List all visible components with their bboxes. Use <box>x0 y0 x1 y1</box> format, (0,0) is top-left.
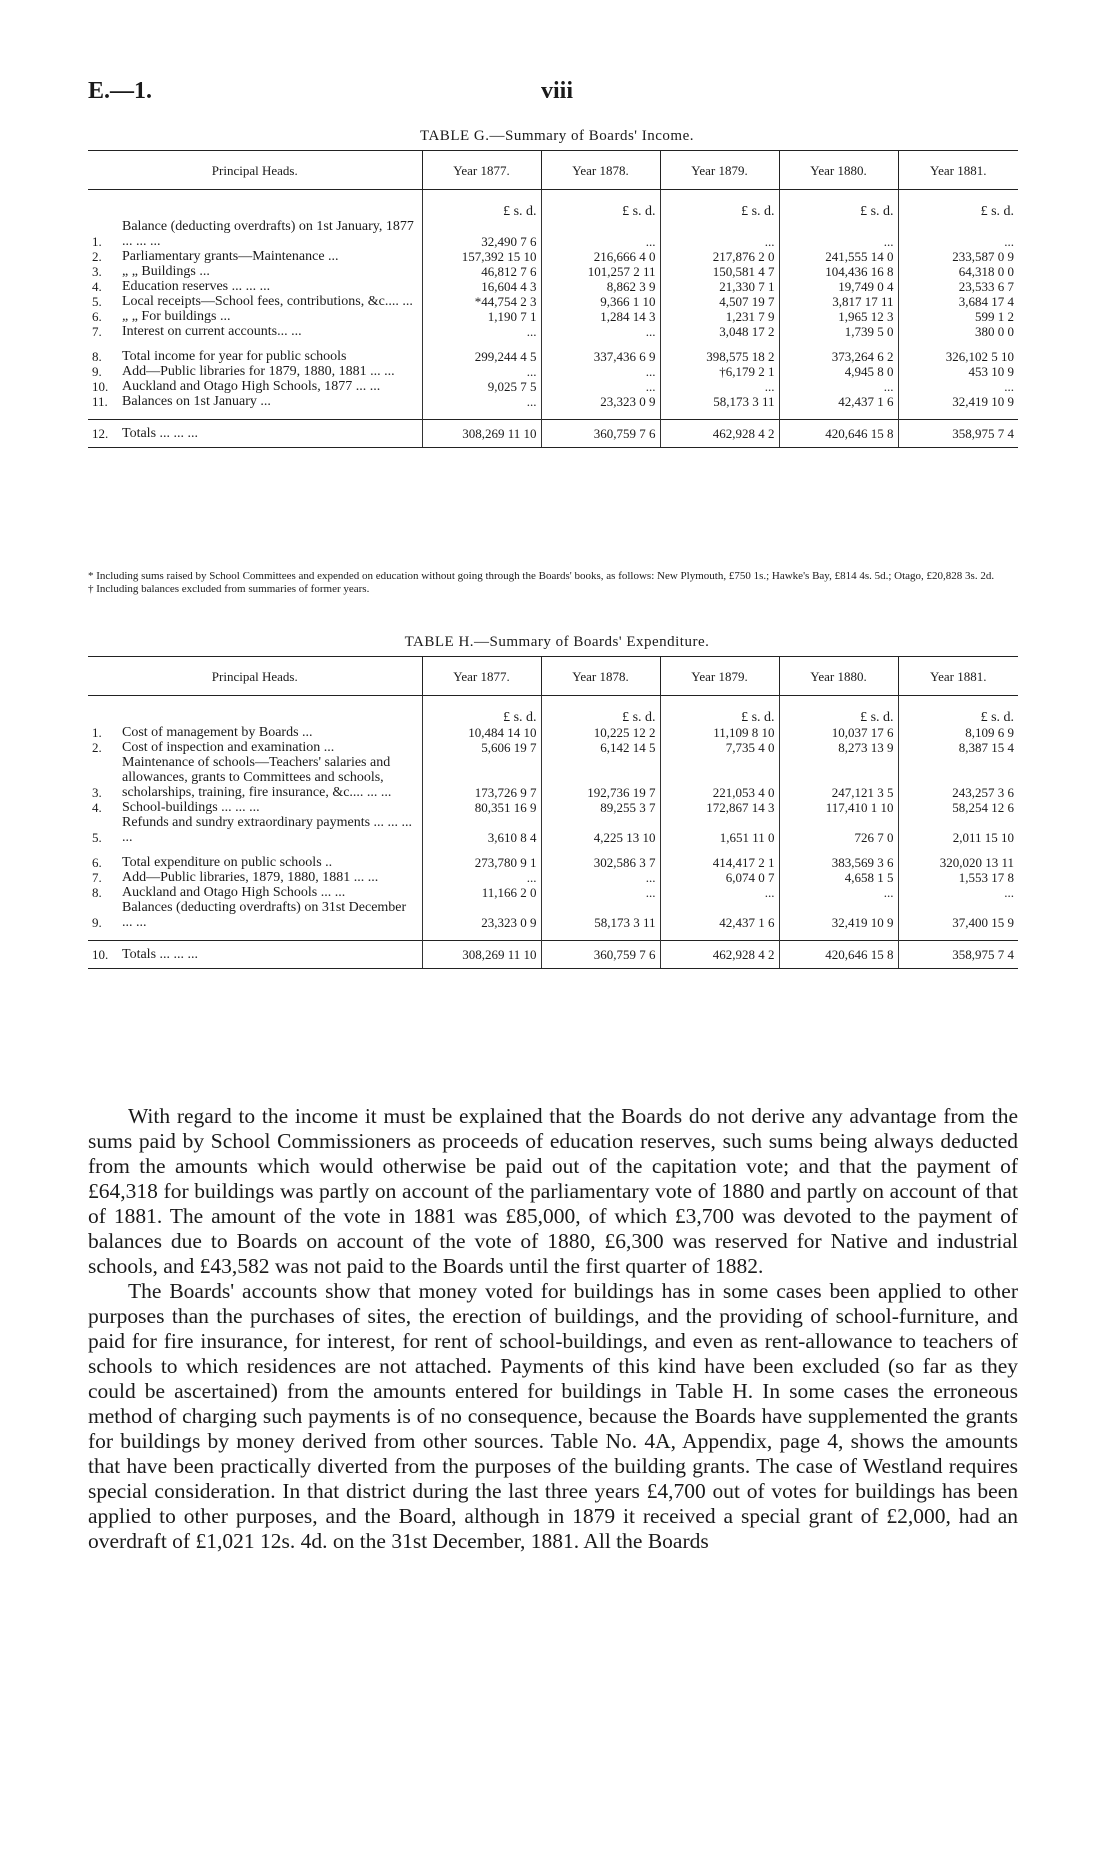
value-cell: 3,048 17 2 <box>660 324 779 339</box>
value-cell: 398,575 18 2 <box>660 349 779 364</box>
value-cell: 216,666 4 0 <box>541 249 660 264</box>
value-cell: 383,569 3 6 <box>779 855 898 870</box>
row-number: 10. <box>92 379 109 394</box>
row-label: Balances (deducting overdrafts) on 31st December ... ... <box>122 900 407 930</box>
value-cell: 23,323 0 9 <box>422 900 541 930</box>
table-row <box>88 349 1018 364</box>
value-cell: 11,166 2 0 <box>422 885 541 900</box>
row-number: 11. <box>92 394 108 409</box>
row-number: 10. <box>88 941 118 969</box>
value-cell: 10,484 14 10 <box>422 725 541 740</box>
units-row <box>88 696 1018 726</box>
value-cell: 101,257 2 11 <box>541 264 660 279</box>
row-label: Add—Public libraries for 1879, 1880, 1881 ... ... <box>122 364 395 379</box>
unit-cell: £ s. d. <box>541 696 660 726</box>
value-cell: 32,419 10 9 <box>779 900 898 930</box>
value-cell: 58,254 12 6 <box>898 800 1018 815</box>
unit-cell: £ s. d. <box>898 696 1018 726</box>
row-label <box>118 696 422 726</box>
spacer-cell <box>118 930 422 941</box>
value-cell: ... <box>541 379 660 394</box>
value-cell: 308,269 11 10 <box>422 941 541 969</box>
table-row <box>88 394 1018 409</box>
page-number: viii <box>540 78 573 104</box>
table-row <box>88 279 1018 294</box>
row-label: Total income for year for public schools <box>122 349 347 364</box>
unit-cell: £ s. d. <box>660 696 779 726</box>
value-cell: 380 0 0 <box>898 324 1018 339</box>
value-cell: 9,025 7 5 <box>422 379 541 394</box>
row-number: 3. <box>92 785 102 800</box>
value-cell: 3,684 17 4 <box>898 294 1018 309</box>
value-cell: 360,759 7 6 <box>541 941 660 969</box>
table-row <box>88 885 1018 900</box>
spacer-row <box>88 845 1018 855</box>
table-row <box>88 249 1018 264</box>
spacer-cell <box>660 409 779 420</box>
value-cell: ... <box>779 379 898 394</box>
spacer-cell <box>88 339 118 349</box>
value-cell: 299,244 4 5 <box>422 349 541 364</box>
value-cell: 726 7 0 <box>779 815 898 845</box>
table-g-income <box>88 150 1018 448</box>
table-header-row <box>88 657 1018 696</box>
value-cell: 104,436 16 8 <box>779 264 898 279</box>
row-label: Cost of management by Boards ... <box>122 725 313 740</box>
spacer-cell <box>118 845 422 855</box>
table-row <box>88 815 1018 845</box>
spacer-cell <box>118 409 422 420</box>
value-cell: 4,225 13 10 <box>541 815 660 845</box>
value-cell: 337,436 6 9 <box>541 349 660 364</box>
column-header: Principal Heads. <box>88 657 422 696</box>
value-cell: ... <box>660 219 779 249</box>
table-row <box>88 855 1018 870</box>
row-number: 3. <box>92 264 102 279</box>
value-cell: ... <box>422 870 541 885</box>
value-cell: 32,490 7 6 <box>422 219 541 249</box>
unit-cell: £ s. d. <box>541 190 660 220</box>
unit-cell: £ s. d. <box>422 696 541 726</box>
totals-row <box>88 941 1018 969</box>
row-label: Maintenance of schools—Teachers' salaries and allowances, grants to Committees and schools, scholarships, training, fire insurance, &c.... ... ... <box>122 755 392 800</box>
spacer-cell <box>898 409 1018 420</box>
value-cell: 373,264 6 2 <box>779 349 898 364</box>
spacer-cell <box>88 409 118 420</box>
row-number: 2. <box>92 740 102 755</box>
spacer-cell <box>422 930 541 941</box>
value-cell: 7,735 4 0 <box>660 740 779 755</box>
spacer-cell <box>541 930 660 941</box>
spacer-row <box>88 930 1018 941</box>
unit-cell: £ s. d. <box>660 190 779 220</box>
column-header: Year 1880. <box>779 151 898 190</box>
value-cell: 32,419 10 9 <box>898 394 1018 409</box>
spacer-cell <box>422 339 541 349</box>
value-cell: 11,109 8 10 <box>660 725 779 740</box>
table-row <box>88 900 1018 930</box>
value-cell: 1,231 7 9 <box>660 309 779 324</box>
row-label: Education reserves ... ... ... <box>122 279 271 294</box>
spacer-cell <box>118 339 422 349</box>
value-cell: ... <box>779 219 898 249</box>
value-cell: 16,604 4 3 <box>422 279 541 294</box>
page-header <box>88 78 1026 108</box>
value-cell: ... <box>422 324 541 339</box>
row-label: Interest on current accounts... ... <box>122 324 302 339</box>
table-row <box>88 379 1018 394</box>
value-cell: ... <box>779 885 898 900</box>
row-label: Refunds and sundry extraordinary payments ... ... ... ... <box>122 815 413 845</box>
paragraph: The Boards' accounts show that money voted for buildings has in some cases been applied to other purposes than the purchases of sites, the erection of buildings, and the providing of school-furniture, and paid for fire insurance, for interest, for rent of school-buildings, and even as rent-allowance to teachers of schools to which residences are not attached. Payments of this kind have been excluded (so far as they could be ascertained) from the amounts entered for buildings in Table H. In some cases the erroneous method of charging such payments is of no consequence, because the Boards have supplemented the grants for buildings by money derived from other sources. Table No. 4A, Appendix, page 4, shows the amounts that have been practically diverted from the purposes of the building grants. The case of Westland requires special consideration. In that district during the last three years £4,700 out of votes for buildings has been applied to other purposes, and the Board, although in 1879 it received a special grant of £2,000, had an overdraft of £1,021 12s. 4d. on the 31st December, 1881. All the Boards <box>88 1279 1018 1553</box>
row-number: 4. <box>92 279 102 294</box>
row-number: 9. <box>92 364 102 379</box>
value-cell: 1,553 17 8 <box>898 870 1018 885</box>
column-header: Year 1879. <box>660 151 779 190</box>
row-label: Totals ... ... ... <box>118 941 422 969</box>
value-cell: 217,876 2 0 <box>660 249 779 264</box>
row-label: „ „ For buildings ... <box>122 309 231 324</box>
row-label: Total expenditure on public schools .. <box>122 855 333 870</box>
value-cell: 2,011 15 10 <box>898 815 1018 845</box>
value-cell: 117,410 1 10 <box>779 800 898 815</box>
body-text <box>88 1104 1018 1554</box>
column-header: Year 1877. <box>422 151 541 190</box>
table-row <box>88 294 1018 309</box>
value-cell: 4,507 19 7 <box>660 294 779 309</box>
table-header-row <box>88 151 1018 190</box>
column-header: Year 1880. <box>779 657 898 696</box>
spacer-cell <box>779 409 898 420</box>
value-cell: *44,754 2 3 <box>422 294 541 309</box>
row-number: 4. <box>92 800 102 815</box>
table-g-title: TABLE G.—Summary of Boards' Income. <box>420 128 694 144</box>
value-cell: 1,965 12 3 <box>779 309 898 324</box>
value-cell: ... <box>541 219 660 249</box>
row-label: Add—Public libraries, 1879, 1880, 1881 ... ... <box>122 870 379 885</box>
footnote: † Including balances excluded from summaries of former years. <box>88 583 370 595</box>
table-row <box>88 740 1018 755</box>
value-cell: 1,190 7 1 <box>422 309 541 324</box>
value-cell: 243,257 3 6 <box>898 755 1018 800</box>
table-h-title: TABLE H.—Summary of Boards' Expenditure. <box>404 634 710 650</box>
table-g-footnotes <box>88 570 1018 596</box>
value-cell: 241,555 14 0 <box>779 249 898 264</box>
value-cell: ... <box>660 885 779 900</box>
value-cell: 273,780 9 1 <box>422 855 541 870</box>
spacer-cell <box>779 930 898 941</box>
spacer-cell <box>541 339 660 349</box>
value-cell: 1,651 11 0 <box>660 815 779 845</box>
value-cell: 4,658 1 5 <box>779 870 898 885</box>
units-row <box>88 190 1018 220</box>
value-cell: 302,586 3 7 <box>541 855 660 870</box>
value-cell: 21,330 7 1 <box>660 279 779 294</box>
spacer-cell <box>88 845 118 855</box>
value-cell: 221,053 4 0 <box>660 755 779 800</box>
value-cell: ... <box>541 364 660 379</box>
value-cell: 64,318 0 0 <box>898 264 1018 279</box>
column-header: Year 1881. <box>898 657 1018 696</box>
value-cell: 247,121 3 5 <box>779 755 898 800</box>
row-label: Parliamentary grants—Maintenance ... <box>122 249 339 264</box>
spacer-cell <box>779 339 898 349</box>
value-cell: 1,284 14 3 <box>541 309 660 324</box>
spacer-row <box>88 339 1018 349</box>
row-number <box>88 696 118 726</box>
value-cell: 23,533 6 7 <box>898 279 1018 294</box>
value-cell: 172,867 14 3 <box>660 800 779 815</box>
value-cell: 462,928 4 2 <box>660 941 779 969</box>
column-header: Year 1878. <box>541 151 660 190</box>
column-header: Year 1881. <box>898 151 1018 190</box>
value-cell: 6,142 14 5 <box>541 740 660 755</box>
value-cell: 10,225 12 2 <box>541 725 660 740</box>
column-header: Year 1877. <box>422 657 541 696</box>
table-row <box>88 755 1018 800</box>
document-code: E.—1. <box>88 78 153 104</box>
value-cell: 37,400 15 9 <box>898 900 1018 930</box>
totals-row <box>88 420 1018 448</box>
row-number: 1. <box>92 725 102 740</box>
column-header: Principal Heads. <box>88 151 422 190</box>
unit-cell: £ s. d. <box>422 190 541 220</box>
unit-cell: £ s. d. <box>779 190 898 220</box>
paragraph: With regard to the income it must be explained that the Boards do not derive any advantage from the sums paid by School Commissioners as proceeds of education reserves, such sums being always deducted from the amounts which would otherwise be paid out of the capitation vote; and that the payment of £64,318 for buildings was partly on account of the parliamentary vote of 1880 and partly on account of that of 1881. The amount of the vote in 1881 was £85,000, of which £3,700 was devoted to the payment of balances due to Boards on account of the vote of 1880, £6,300 was reserved for Native and industrial schools, and £43,582 was not paid to the Boards until the first quarter of 1882. <box>88 1104 1018 1278</box>
value-cell: 192,736 19 7 <box>541 755 660 800</box>
value-cell: 308,269 11 10 <box>422 420 541 448</box>
value-cell: ... <box>898 379 1018 394</box>
value-cell: ... <box>541 324 660 339</box>
table-row <box>88 870 1018 885</box>
spacer-cell <box>660 845 779 855</box>
row-label: Balances on 1st January ... <box>122 394 271 409</box>
row-label: Balance (deducting overdrafts) on 1st January, 1877 ... ... ... <box>122 219 414 249</box>
column-header: Year 1878. <box>541 657 660 696</box>
value-cell: 42,437 1 6 <box>660 900 779 930</box>
row-number: 9. <box>92 915 102 930</box>
value-cell: 420,646 15 8 <box>779 941 898 969</box>
spacer-cell <box>422 845 541 855</box>
value-cell: 599 1 2 <box>898 309 1018 324</box>
value-cell: 10,037 17 6 <box>779 725 898 740</box>
row-number: 8. <box>92 885 102 900</box>
value-cell: 150,581 4 7 <box>660 264 779 279</box>
value-cell: ... <box>541 885 660 900</box>
row-number: 7. <box>92 324 102 339</box>
spacer-cell <box>898 930 1018 941</box>
table-row <box>88 364 1018 379</box>
value-cell: 3,817 17 11 <box>779 294 898 309</box>
row-label: „ „ Buildings ... <box>122 264 210 279</box>
spacer-cell <box>898 339 1018 349</box>
value-cell: 80,351 16 9 <box>422 800 541 815</box>
row-number: 8. <box>92 349 102 364</box>
unit-cell: £ s. d. <box>779 696 898 726</box>
value-cell: 4,945 8 0 <box>779 364 898 379</box>
table-row <box>88 725 1018 740</box>
row-number: 6. <box>92 309 102 324</box>
spacer-cell <box>898 845 1018 855</box>
row-number <box>88 190 118 220</box>
unit-cell: £ s. d. <box>898 190 1018 220</box>
table-row <box>88 324 1018 339</box>
value-cell: ... <box>422 364 541 379</box>
row-number: 5. <box>92 830 102 845</box>
value-cell: 42,437 1 6 <box>779 394 898 409</box>
value-cell: ... <box>541 870 660 885</box>
value-cell: 1,739 5 0 <box>779 324 898 339</box>
table-row <box>88 309 1018 324</box>
value-cell: 462,928 4 2 <box>660 420 779 448</box>
footnote: * Including sums raised by School Committees and expended on education without going through the Boards' books, as follows: New Plymouth, £750 1s.; Hawke's Bay, £814 4s. 5d.; Otago, £20,828 3s. 2d. <box>88 570 995 582</box>
value-cell: 360,759 7 6 <box>541 420 660 448</box>
row-label: Totals ... ... ... <box>118 420 422 448</box>
value-cell: 414,417 2 1 <box>660 855 779 870</box>
value-cell: 3,610 8 4 <box>422 815 541 845</box>
value-cell: 8,273 13 9 <box>779 740 898 755</box>
value-cell: 8,862 3 9 <box>541 279 660 294</box>
spacer-cell <box>660 930 779 941</box>
value-cell: 58,173 3 11 <box>660 394 779 409</box>
spacer-cell <box>779 845 898 855</box>
table-row <box>88 264 1018 279</box>
value-cell: 19,749 0 4 <box>779 279 898 294</box>
value-cell: 320,020 13 11 <box>898 855 1018 870</box>
value-cell: 6,074 0 7 <box>660 870 779 885</box>
row-number: 12. <box>88 420 118 448</box>
column-header: Year 1879. <box>660 657 779 696</box>
row-number: 1. <box>92 234 102 249</box>
value-cell: 9,366 1 10 <box>541 294 660 309</box>
value-cell: 157,392 15 10 <box>422 249 541 264</box>
value-cell: 89,255 3 7 <box>541 800 660 815</box>
value-cell: 420,646 15 8 <box>779 420 898 448</box>
value-cell: 173,726 9 7 <box>422 755 541 800</box>
spacer-cell <box>422 409 541 420</box>
row-number: 7. <box>92 870 102 885</box>
row-label: Local receipts—School fees, contributions, &c.... ... <box>122 294 413 309</box>
spacer-cell <box>660 339 779 349</box>
value-cell: ... <box>422 394 541 409</box>
spacer-row <box>88 409 1018 420</box>
row-label: Auckland and Otago High Schools, 1877 ... ... <box>122 379 381 394</box>
value-cell: 326,102 5 10 <box>898 349 1018 364</box>
spacer-cell <box>541 845 660 855</box>
value-cell: 233,587 0 9 <box>898 249 1018 264</box>
value-cell: ... <box>660 379 779 394</box>
row-label: School-buildings ... ... ... <box>122 800 260 815</box>
value-cell: 23,323 0 9 <box>541 394 660 409</box>
row-number: 6. <box>92 855 102 870</box>
spacer-cell <box>88 930 118 941</box>
row-number: 2. <box>92 249 102 264</box>
value-cell: 358,975 7 4 <box>898 420 1018 448</box>
value-cell: 58,173 3 11 <box>541 900 660 930</box>
value-cell: 5,606 19 7 <box>422 740 541 755</box>
value-cell: ... <box>898 219 1018 249</box>
row-label: Auckland and Otago High Schools ... ... <box>122 885 346 900</box>
value-cell: 8,109 6 9 <box>898 725 1018 740</box>
value-cell: 358,975 7 4 <box>898 941 1018 969</box>
table-row <box>88 800 1018 815</box>
value-cell: †6,179 2 1 <box>660 364 779 379</box>
table-row <box>88 219 1018 249</box>
value-cell: 453 10 9 <box>898 364 1018 379</box>
table-h-expenditure <box>88 656 1018 969</box>
row-label: Cost of inspection and examination ... <box>122 740 335 755</box>
value-cell: 8,387 15 4 <box>898 740 1018 755</box>
row-label <box>118 190 422 220</box>
spacer-cell <box>541 409 660 420</box>
value-cell: 46,812 7 6 <box>422 264 541 279</box>
value-cell: ... <box>898 885 1018 900</box>
row-number: 5. <box>92 294 102 309</box>
